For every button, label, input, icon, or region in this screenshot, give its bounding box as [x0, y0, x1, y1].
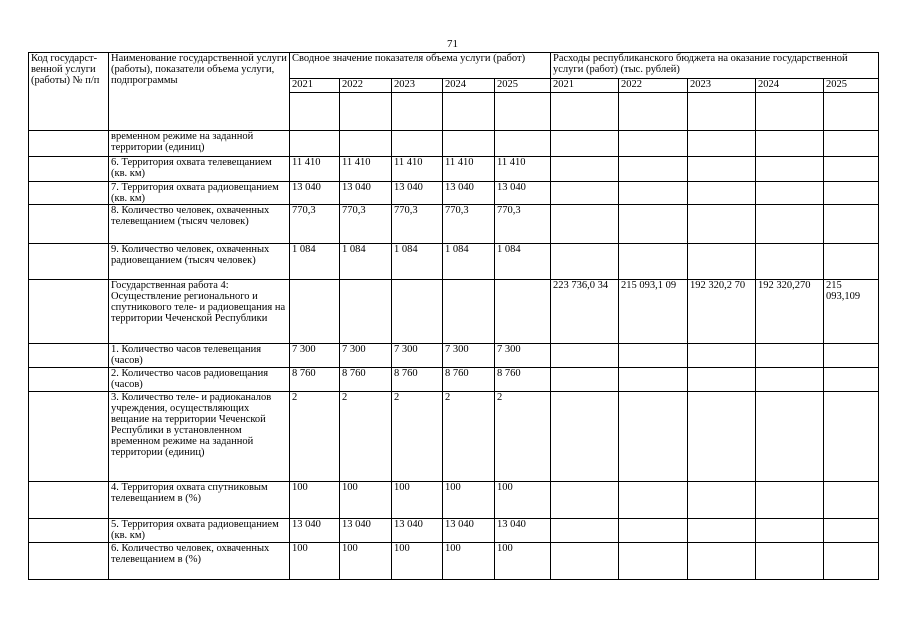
cell-budget: 215 093,1 09 — [619, 280, 688, 344]
cell-name: 7. Территория охвата радиовещанием (кв. км) — [109, 182, 290, 205]
table-row — [29, 344, 879, 368]
cell-name: 6. Количество человек, охваченных телевещанием в (%) — [109, 543, 290, 580]
cell-budget — [824, 543, 879, 580]
cell-volume: 13 040 — [392, 519, 443, 543]
cell-volume — [495, 280, 551, 344]
header-budget-year: 2022 — [619, 79, 688, 93]
cell-volume: 2 — [340, 392, 392, 482]
cell-budget — [824, 519, 879, 543]
cell-budget — [551, 392, 619, 482]
cell-volume: 2 — [392, 392, 443, 482]
cell-code — [29, 392, 109, 482]
cell-code — [29, 280, 109, 344]
cell-budget — [756, 205, 824, 244]
cell-budget — [619, 205, 688, 244]
cell-budget: 223 736,0 34 — [551, 280, 619, 344]
cell-volume: 13 040 — [495, 519, 551, 543]
cell-code — [29, 182, 109, 205]
cell-volume: 100 — [290, 543, 340, 580]
header-volume-year: 2025 — [495, 79, 551, 93]
cell-volume: 100 — [392, 543, 443, 580]
cell-budget — [619, 482, 688, 519]
cell-budget — [824, 157, 879, 182]
cell-volume: 1 084 — [443, 244, 495, 280]
cell-budget — [824, 244, 879, 280]
cell-volume: 100 — [340, 482, 392, 519]
header-budget-group: Расходы республиканского бюджета на оказание государственной услуги (работ) (тыс. рублей) — [551, 53, 879, 79]
cell-volume: 11 410 — [340, 157, 392, 182]
cell-volume: 1 084 — [495, 244, 551, 280]
table-row — [29, 519, 879, 543]
cell-volume — [392, 280, 443, 344]
cell-volume: 7 300 — [443, 344, 495, 368]
cell-name: 2. Количество часов радиовещания (часов) — [109, 368, 290, 392]
cell-volume: 8 760 — [340, 368, 392, 392]
header-volume-year: 2024 — [443, 79, 495, 93]
cell-budget — [619, 244, 688, 280]
cell-name: 6. Территория охвата телевещанием (кв. км) — [109, 157, 290, 182]
header-volume-year: 2021 — [290, 79, 340, 93]
table-body — [29, 131, 879, 580]
cell-volume: 11 410 — [443, 157, 495, 182]
cell-budget — [824, 182, 879, 205]
cell-volume: 100 — [443, 482, 495, 519]
cell-budget — [551, 244, 619, 280]
header-name: Наименование государственной услуги (работы), показатели объема услуги, подпрограммы — [109, 53, 290, 131]
header-volume-year: 2022 — [340, 79, 392, 93]
cell-volume: 8 760 — [443, 368, 495, 392]
cell-budget — [551, 482, 619, 519]
cell-code — [29, 131, 109, 157]
cell-budget — [619, 182, 688, 205]
cell-budget — [824, 368, 879, 392]
cell-volume: 13 040 — [340, 182, 392, 205]
table-header — [29, 53, 879, 131]
cell-budget — [756, 131, 824, 157]
cell-volume: 770,3 — [340, 205, 392, 244]
cell-budget — [688, 482, 756, 519]
cell-budget — [619, 543, 688, 580]
cell-name: 9. Количество человек, охваченных радиовещанием (тысяч человек) — [109, 244, 290, 280]
cell-budget — [688, 344, 756, 368]
cell-volume: 13 040 — [443, 519, 495, 543]
cell-name: 4. Территория охвата спутниковым телевещанием в (%) — [109, 482, 290, 519]
header-volume-year: 2023 — [392, 79, 443, 93]
cell-volume: 100 — [495, 482, 551, 519]
cell-budget — [688, 368, 756, 392]
cell-budget — [551, 543, 619, 580]
cell-budget — [619, 344, 688, 368]
header-budget-year: 2021 — [551, 79, 619, 93]
table-row — [29, 543, 879, 580]
cell-volume: 7 300 — [340, 344, 392, 368]
cell-volume — [290, 131, 340, 157]
cell-name: временном режиме на заданной территории (единиц) — [109, 131, 290, 157]
cell-budget — [824, 482, 879, 519]
cell-budget — [756, 344, 824, 368]
cell-budget — [756, 182, 824, 205]
cell-budget — [619, 519, 688, 543]
cell-budget — [756, 392, 824, 482]
cell-volume: 11 410 — [495, 157, 551, 182]
cell-budget — [688, 131, 756, 157]
cell-budget — [551, 368, 619, 392]
cell-volume — [290, 280, 340, 344]
cell-volume — [340, 280, 392, 344]
cell-volume: 100 — [340, 543, 392, 580]
cell-volume: 1 084 — [290, 244, 340, 280]
cell-volume — [443, 280, 495, 344]
cell-budget — [688, 157, 756, 182]
cell-volume: 7 300 — [495, 344, 551, 368]
cell-name: 8. Количество человек, охваченных телевещанием (тысяч человек) — [109, 205, 290, 244]
cell-volume: 770,3 — [495, 205, 551, 244]
cell-budget — [756, 482, 824, 519]
cell-budget — [824, 344, 879, 368]
cell-volume — [443, 131, 495, 157]
cell-volume: 13 040 — [290, 182, 340, 205]
header-code: Код государст-венной услуги (работы) № п/п — [29, 53, 109, 131]
cell-volume: 7 300 — [392, 344, 443, 368]
cell-volume: 13 040 — [340, 519, 392, 543]
cell-budget — [824, 205, 879, 244]
cell-budget — [551, 131, 619, 157]
cell-volume: 100 — [392, 482, 443, 519]
table-row — [29, 280, 879, 344]
cell-budget — [824, 131, 879, 157]
table-row — [29, 368, 879, 392]
cell-volume: 13 040 — [495, 182, 551, 205]
cell-volume: 100 — [443, 543, 495, 580]
cell-volume: 770,3 — [290, 205, 340, 244]
cell-budget — [756, 519, 824, 543]
cell-budget — [551, 157, 619, 182]
cell-volume — [340, 131, 392, 157]
table-row — [29, 482, 879, 519]
cell-budget — [688, 543, 756, 580]
cell-budget: 192 320,270 — [756, 280, 824, 344]
cell-budget — [551, 205, 619, 244]
cell-budget — [824, 392, 879, 482]
cell-code — [29, 157, 109, 182]
header-budget-year: 2023 — [688, 79, 756, 93]
cell-name: 1. Количество часов телевещания (часов) — [109, 344, 290, 368]
cell-name: 3. Количество теле- и радиоканалов учреждения, осуществляющих вещание на территории Чеченской Республики в установленном временном режиме на заданной территории (единиц) — [109, 392, 290, 482]
cell-budget — [619, 157, 688, 182]
cell-budget — [619, 131, 688, 157]
cell-volume: 13 040 — [290, 519, 340, 543]
cell-budget — [688, 519, 756, 543]
cell-code — [29, 244, 109, 280]
cell-code — [29, 368, 109, 392]
table-row — [29, 244, 879, 280]
cell-code — [29, 205, 109, 244]
table-row — [29, 157, 879, 182]
cell-code — [29, 482, 109, 519]
page-number: 71 — [447, 38, 458, 50]
header-budget-year: 2025 — [824, 79, 879, 93]
cell-volume — [392, 131, 443, 157]
cell-budget — [688, 182, 756, 205]
cell-budget: 192 320,2 70 — [688, 280, 756, 344]
cell-volume: 2 — [290, 392, 340, 482]
header-volume-group: Сводное значение показателя объема услуги (работ) — [290, 53, 551, 79]
cell-volume: 100 — [290, 482, 340, 519]
cell-budget — [756, 543, 824, 580]
cell-code — [29, 543, 109, 580]
cell-volume: 1 084 — [392, 244, 443, 280]
cell-volume: 13 040 — [392, 182, 443, 205]
cell-budget — [688, 205, 756, 244]
table-row — [29, 131, 879, 157]
header-budget-year: 2024 — [756, 79, 824, 93]
cell-volume: 11 410 — [392, 157, 443, 182]
table-row — [29, 182, 879, 205]
cell-budget — [551, 182, 619, 205]
cell-volume: 2 — [495, 392, 551, 482]
table-row — [29, 205, 879, 244]
cell-budget — [756, 157, 824, 182]
table-row — [29, 392, 879, 482]
cell-budget — [688, 244, 756, 280]
cell-volume: 11 410 — [290, 157, 340, 182]
cell-budget — [619, 368, 688, 392]
cell-name: 5. Территория охвата радиовещанием (кв. км) — [109, 519, 290, 543]
cell-name: Государственная работа 4: Осуществление регионального и спутникового теле- и радиовещания на территории Чеченской Республики — [109, 280, 290, 344]
cell-volume: 8 760 — [290, 368, 340, 392]
cell-volume: 8 760 — [495, 368, 551, 392]
cell-volume: 1 084 — [340, 244, 392, 280]
cell-budget — [551, 344, 619, 368]
cell-volume — [495, 131, 551, 157]
cell-budget — [619, 392, 688, 482]
cell-budget — [756, 244, 824, 280]
cell-budget: 215 093,109 — [824, 280, 879, 344]
cell-volume: 2 — [443, 392, 495, 482]
cell-code — [29, 519, 109, 543]
cell-volume: 13 040 — [443, 182, 495, 205]
cell-volume: 8 760 — [392, 368, 443, 392]
cell-budget — [756, 368, 824, 392]
cell-budget — [688, 392, 756, 482]
budget-table — [28, 52, 879, 580]
cell-code — [29, 344, 109, 368]
cell-volume: 7 300 — [290, 344, 340, 368]
cell-volume: 770,3 — [443, 205, 495, 244]
cell-budget — [551, 519, 619, 543]
cell-volume: 100 — [495, 543, 551, 580]
cell-volume: 770,3 — [392, 205, 443, 244]
